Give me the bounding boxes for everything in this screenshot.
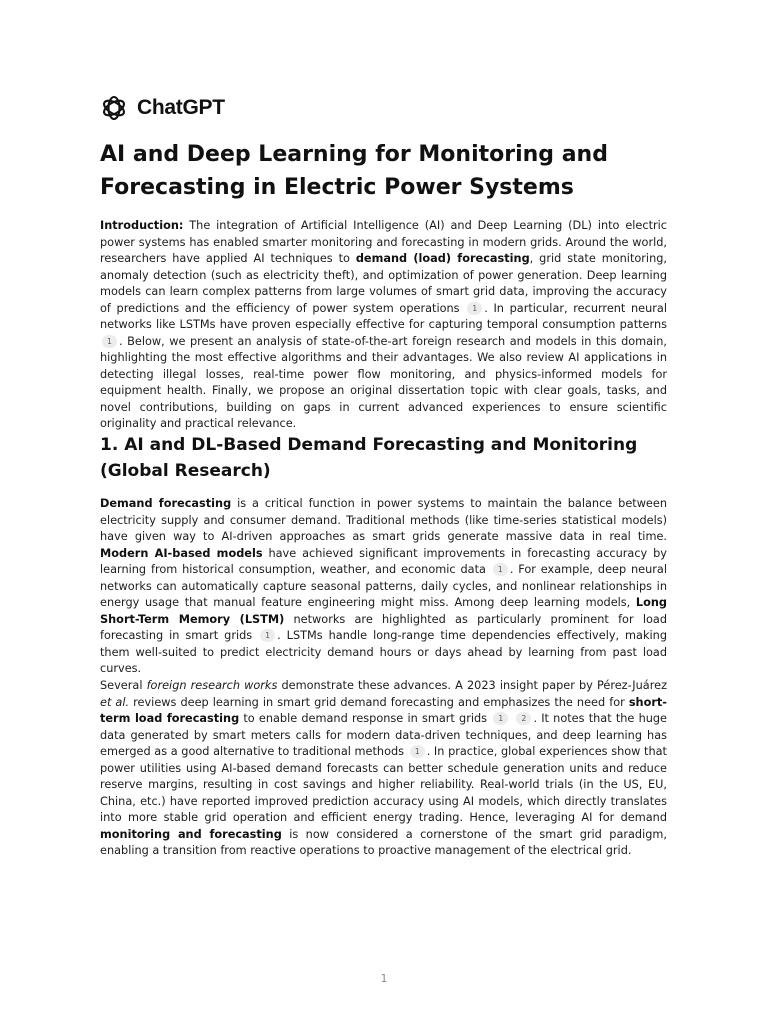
citation-badge[interactable]: 2	[516, 712, 531, 725]
bold-term: Demand forecasting	[100, 497, 232, 510]
paragraph-text: networks are highlighted as particularly prominent for load forecasting in smart grids	[100, 612, 667, 642]
intro-label: Introduction:	[100, 219, 184, 232]
section-paragraph	[100, 496, 667, 678]
section-paragraph	[100, 678, 667, 860]
intro-text: , grid state monitoring, anomaly detection (such as electricity theft), and optimization of power generation. Deep learning models can learn complex patterns from large volumes of smart grid data, improving the accuracy of predictions and the efficiency of power system operations	[100, 252, 667, 315]
brand-header	[100, 94, 225, 122]
italic-term: foreign research works	[146, 679, 278, 692]
intro-bold-term: demand (load) forecasting	[355, 252, 530, 265]
paragraph-text: . For example, deep neural networks can automatically capture seasonal patterns, daily cycles, and nonlinear relationships in energy usage that manual feature engineering might miss. Among deep learning models,	[100, 563, 667, 609]
intro-text: The integration of Artificial Intelligence (AI) and Deep Learning (DL) into electric power systems has enabled smarter monitoring and forecasting in modern grids. Around the world, researchers have applied AI techniques to	[100, 219, 667, 265]
bold-term: Modern AI-based models	[100, 546, 263, 560]
paragraph-text: reviews deep learning in smart grid demand forecasting and emphasizes the need for	[129, 695, 629, 709]
italic-term: et al.	[100, 695, 130, 709]
page-number: 1	[380, 972, 388, 985]
paragraph-text: is a critical function in power systems to maintain the balance between electricity supply and consumer demand. Traditional methods (like time-series statistical models) have given way to AI-driven approaches as smart grids generate massive data in real time.	[100, 497, 667, 543]
paragraph-text: Several	[100, 679, 147, 692]
bold-term: monitoring and forecasting	[100, 827, 282, 841]
citation-badge[interactable]: 1	[410, 745, 425, 758]
paragraph-text: is now considered a cornerstone of the smart grid paradigm, enabling a transition from reactive operations to proactive management of the electrical grid.	[100, 827, 668, 857]
citation-badge[interactable]: 1	[102, 335, 117, 348]
paragraph-text: have achieved significant improvements in forecasting accuracy by learning from historical consumption, weather, and economic data	[100, 546, 667, 576]
citation-badge[interactable]: 1	[493, 712, 508, 725]
section-heading: 1. AI and DL-Based Demand Forecasting and Monitoring (Global Research)	[100, 435, 638, 481]
citation-badge[interactable]: 1	[493, 563, 508, 576]
bold-term: Long Short-Term Memory (LSTM)	[100, 596, 667, 626]
intro-paragraph	[100, 218, 667, 433]
intro-text: . Below, we present an analysis of state-of-the-art foreign research and models in this domain, highlighting the most effective algorithms and their advantages. We also review AI applications in detecting illegal losses, real-time power flow monitoring, and physics-informed models for equipment health. Finally, we propose an original dissertation topic with clear goals, tasks, and novel contributions, building on gaps in current advanced experiences to ensure scientific originality and practical relevance.	[100, 334, 667, 430]
paragraph-text: to enable demand response in smart grids	[239, 712, 488, 725]
paragraph-text: . In practice, global experiences show that power utilities using AI-based demand forecasts can better schedule generation units and reduce reserve margins, resulting in cost savings and higher reliability. Real-world trials (in the US, EU, China, etc.) have reported improved prediction accuracy using AI models, which directly translates into more stable grid operation and efficient energy trading. Hence, leveraging AI for demand	[100, 745, 667, 824]
openai-logo-icon	[100, 94, 128, 122]
citation-badge[interactable]: 1	[260, 629, 275, 642]
paragraph-text: demonstrate these advances. A 2023 insight paper by Pérez-Juárez	[277, 679, 667, 692]
paragraph-text: . LSTMs handle long-range time dependencies effectively, making them well-suited to predict electricity demand hours or days ahead by learning from past load curves.	[100, 629, 667, 675]
paragraph-text: . It notes that the huge data generated by smart meters calls for modern data-driven techniques, and deep learning has emerged as a good alternative to traditional methods	[100, 712, 668, 758]
bold-term: short-term load forecasting	[100, 695, 668, 725]
citation-badge[interactable]: 1	[467, 302, 482, 315]
document-title: AI and Deep Learning for Monitoring and Forecasting in Electric Power Systems	[100, 142, 608, 200]
intro-text: . In particular, recurrent neural networks like LSTMs have proven especially effective for capturing temporal consumption patterns	[100, 301, 667, 331]
brand-name: ChatGPT	[137, 96, 225, 119]
